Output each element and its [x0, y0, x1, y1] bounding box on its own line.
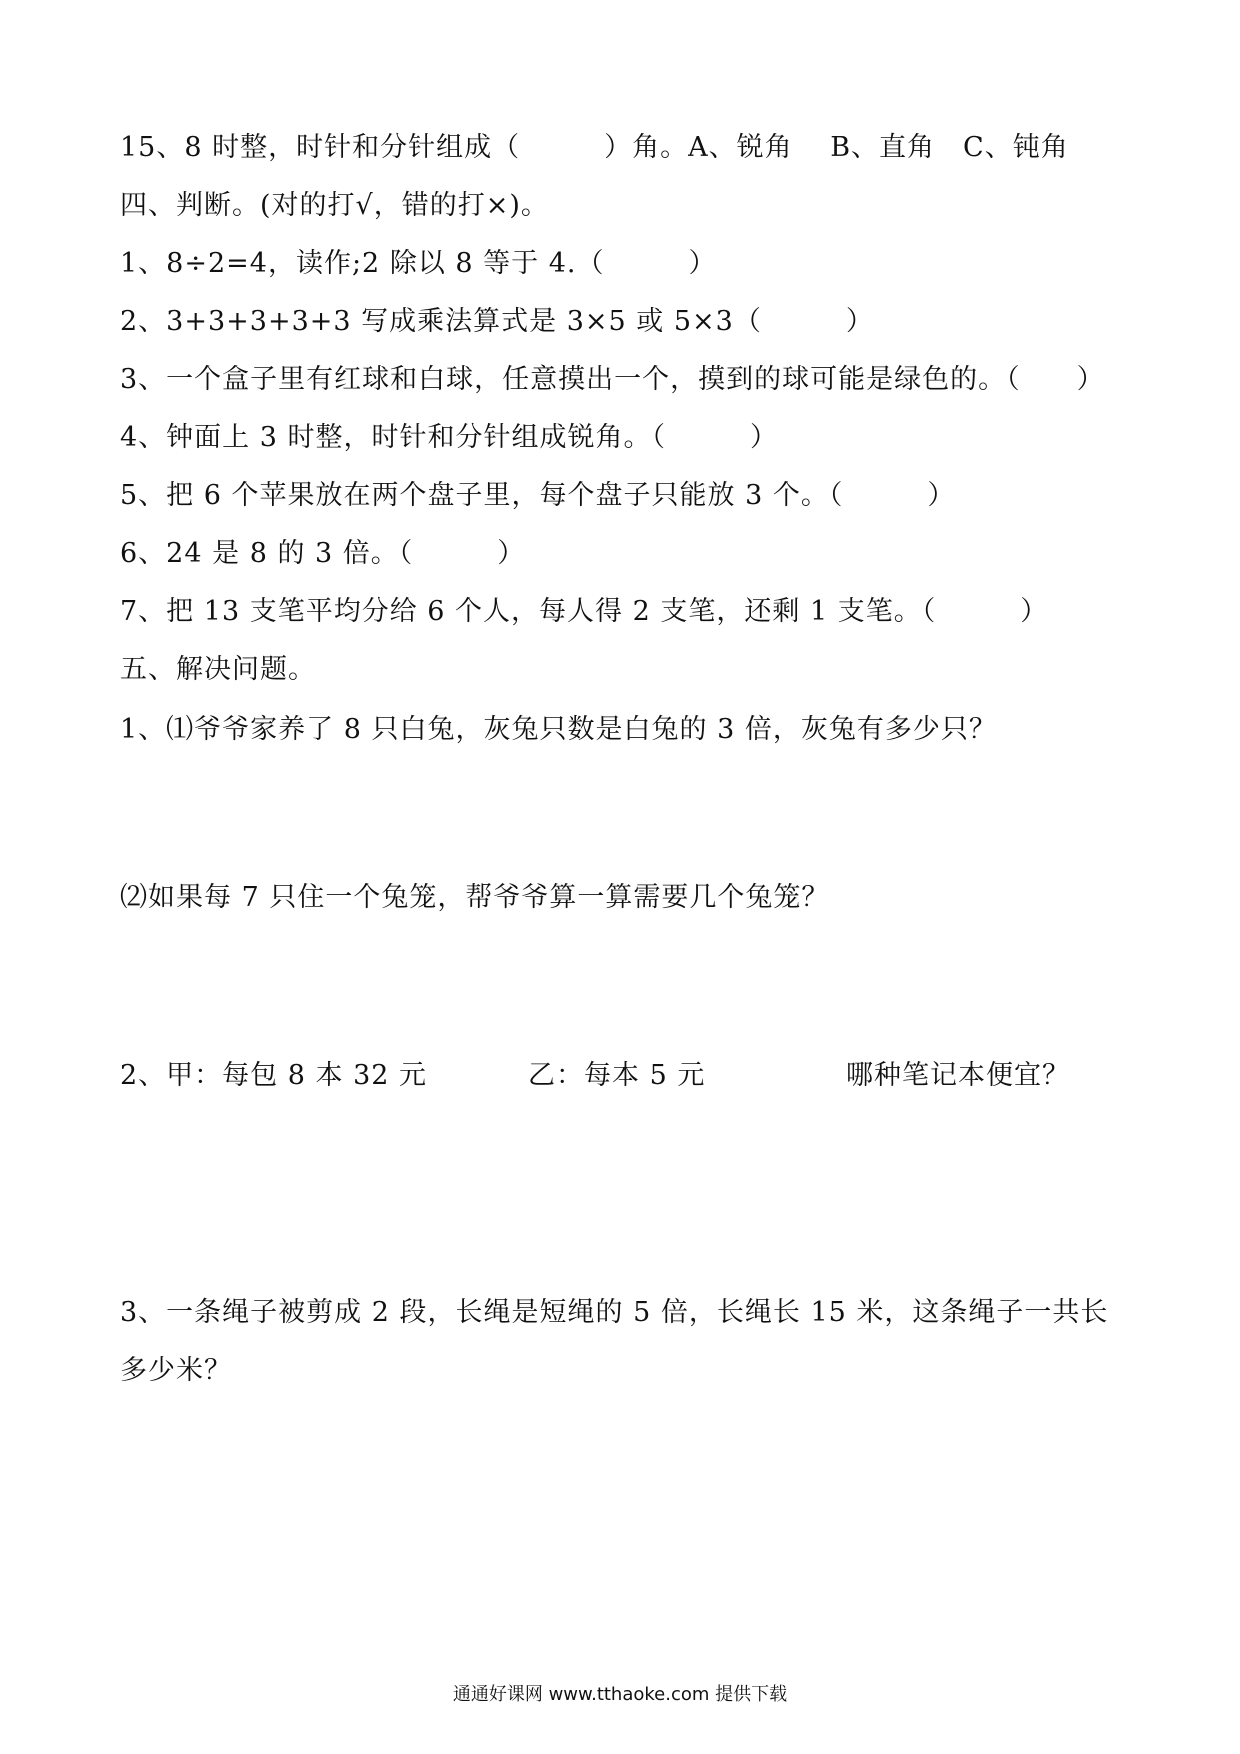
problem-2-option-a: 2、甲：每包 8 本 32 元: [120, 1060, 428, 1091]
section-4-heading: 四、判断。(对的打√，错的打×)。: [120, 190, 549, 221]
judge-item-5: 5、把 6 个苹果放在两个盘子里，每个盘子只能放 3 个。（ ）: [120, 480, 956, 511]
judge-item-3: 3、一个盒子里有红球和白球，任意摸出一个，摸到的球可能是绿色的。（ ）: [120, 364, 1105, 395]
problem-1-part-1: 1、⑴爷爷家养了 8 只白兔，灰兔只数是白兔的 3 倍，灰兔有多少只？: [120, 714, 997, 745]
problem-3-line-1: 3、一条绳子被剪成 2 段，长绳是短绳的 5 倍，长绳长 15 米，这条绳子一共长: [120, 1297, 1109, 1328]
problem-2-question: 哪种笔记本便宜？: [846, 1060, 1070, 1091]
judge-item-4: 4、钟面上 3 时整，时针和分针组成锐角。（ ）: [120, 422, 779, 453]
footer-text: 通通好课网 www.tthaoke.com 提供下载: [452, 1684, 788, 1705]
judge-item-1: 1、8÷2=4，读作;2 除以 8 等于 4.（ ）: [120, 248, 717, 279]
problem-2-option-b: 乙：每本 5 元: [528, 1060, 706, 1091]
problem-1-part-2: ⑵如果每 7 只住一个兔笼，帮爷爷算一算需要几个兔笼？: [120, 882, 830, 913]
question-15: 15、8 时整，时针和分针组成（ ）角。A、锐角 B、直角 C、钝角: [120, 132, 1069, 163]
judge-item-2: 2、3+3+3+3+3 写成乘法算式是 3×5 或 5×3（ ）: [120, 306, 874, 337]
judge-item-6: 6、24 是 8 的 3 倍。（ ）: [120, 538, 526, 569]
section-5-heading: 五、解决问题。: [120, 654, 316, 685]
problem-3-line-2: 多少米？: [120, 1355, 232, 1386]
judge-item-7: 7、把 13 支笔平均分给 6 个人，每人得 2 支笔，还剩 1 支笔。（ ）: [120, 596, 1049, 627]
